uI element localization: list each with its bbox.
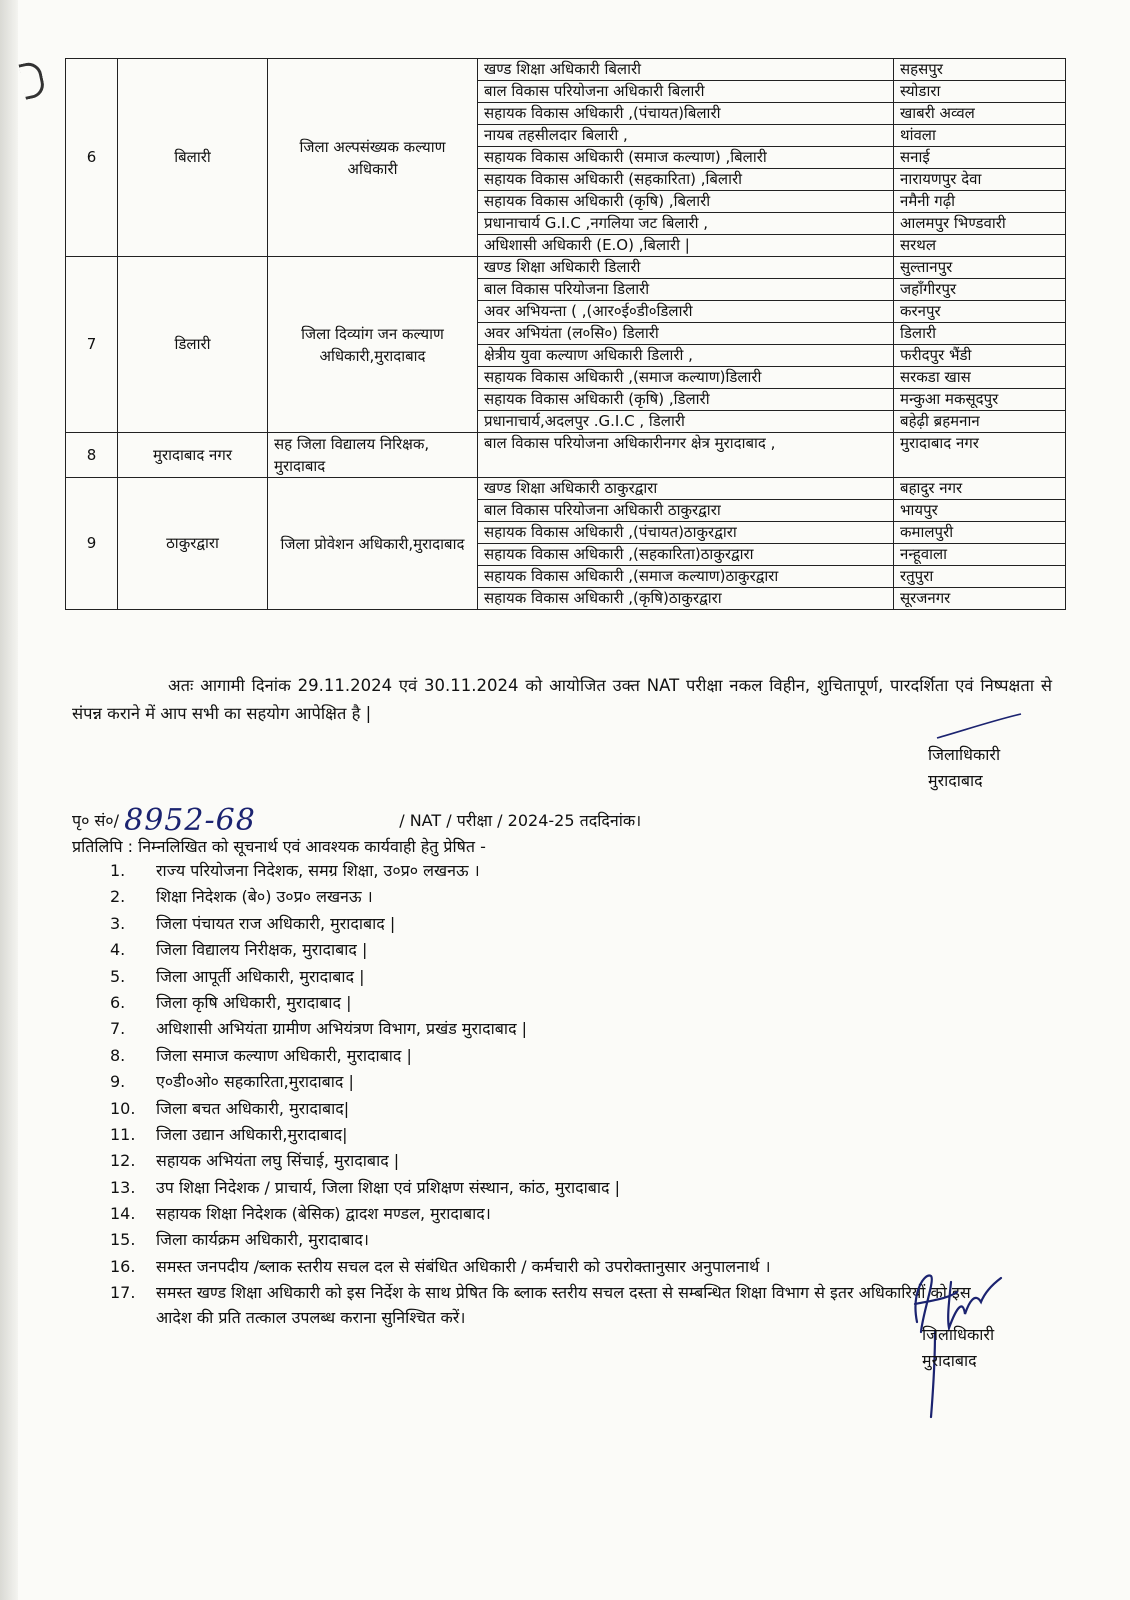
- list-item-text: जिला उद्यान अधिकारी,मुरादाबाद|: [156, 1124, 348, 1144]
- list-item: [110, 964, 990, 990]
- reference-prefix: पृ० सं०/: [72, 811, 120, 830]
- list-item: [110, 858, 990, 884]
- list-item-text: राज्य परियोजना निदेशक, समग्र शिक्षा, उ०प्र० लखनऊ ।: [156, 861, 480, 880]
- assigned-officer-cell: बाल विकास परियोजना डिलारी: [478, 279, 894, 301]
- block-name-cell: मुरादाबाद नगर: [118, 433, 268, 478]
- assigned-officer-cell: खण्ड शिक्षा अधिकारी ठाकुरद्वारा: [478, 478, 894, 500]
- area-cell: सनाई: [894, 147, 1066, 169]
- signatory-place: मुरादाबाद: [922, 1351, 977, 1370]
- area-cell: सुल्तानपुर: [894, 257, 1066, 279]
- signatory-place: मुरादाबाद: [928, 771, 983, 790]
- area-cell: सरथल: [894, 235, 1066, 257]
- table-row: [66, 257, 1066, 279]
- list-item: [110, 1254, 990, 1280]
- reference-line: [72, 803, 1072, 838]
- assigned-officer-cell: सहायक विकास अधिकारी (कृषि) ,डिलारी: [478, 389, 894, 411]
- assigned-officer-cell: सहायक विकास अधिकारी (कृषि) ,बिलारी: [478, 191, 894, 213]
- list-item-text: अधिशासी अभियंता ग्रामीण अभियंत्रण विभाग, प्रखंड मुरादाबाद |: [156, 1019, 528, 1039]
- assigned-officer-cell: खण्ड शिक्षा अधिकारी बिलारी: [478, 59, 894, 81]
- block-name-cell: ठाकुरद्वारा: [118, 478, 268, 610]
- list-item-number: 1.: [110, 861, 126, 880]
- assigned-officer-cell: सहायक विकास अधिकारी ,(समाज कल्याण)ठाकुरद्वारा: [478, 566, 894, 588]
- block-name-cell: बिलारी: [118, 59, 268, 257]
- assigned-officer-cell: बाल विकास परियोजना अधिकारी बिलारी: [478, 81, 894, 103]
- scan-page-edge: [0, 0, 18, 1600]
- list-item-text: जिला पंचायत राज अधिकारी, मुरादाबाद |: [156, 913, 396, 933]
- staple-clip-icon: [18, 60, 46, 100]
- list-item: [110, 1280, 990, 1330]
- area-cell: रतुपुरा: [894, 566, 1066, 588]
- list-item-text: ए०डी०ओ० सहकारिता,मुरादाबाद |: [156, 1072, 354, 1092]
- assigned-officer-cell: सहायक विकास अधिकारी (सहकारिता) ,बिलारी: [478, 169, 894, 191]
- signatory-title: जिलाधिकारी: [922, 1325, 995, 1344]
- district-officer-cell: जिला दिव्यांग जन कल्याण अधिकारी,मुरादाबाद: [268, 257, 478, 433]
- list-item: [110, 1096, 990, 1122]
- list-item: [110, 884, 990, 910]
- list-item-text: समस्त खण्ड शिक्षा अधिकारी को इस निर्देश के साथ प्रेषित कि ब्लाक स्तरीय सचल दस्ता से सम्बन्धित शिक्षा विभाग से इतर अधिकारियों को इस आदेश की प्रति तत्काल उपलब्ध कराना सुनिश्चित करें।: [156, 1283, 971, 1328]
- list-item-number: 10.: [110, 1098, 136, 1118]
- list-item: [110, 1043, 990, 1069]
- list-item-text: जिला समाज कल्याण अधिकारी, मुरादाबाद |: [156, 1045, 412, 1065]
- assigned-officer-cell: खण्ड शिक्षा अधिकारी डिलारी: [478, 257, 894, 279]
- list-item: [110, 990, 990, 1016]
- area-cell: सूरजनगर: [894, 588, 1066, 610]
- area-cell: करनपुर: [894, 301, 1066, 323]
- area-cell: भायपुर: [894, 500, 1066, 522]
- area-cell: आलमपुर भिण्डवारी: [894, 213, 1066, 235]
- signature-block-top: [928, 742, 1000, 794]
- assigned-officer-cell: सहायक विकास अधिकारी ,(कृषि)ठाकुरद्वारा: [478, 588, 894, 610]
- list-item-number: 5.: [110, 966, 126, 986]
- area-cell: कमालपुरी: [894, 522, 1066, 544]
- list-item-text: सहायक शिक्षा निदेशक (बेसिक) द्वादश मण्डल, मुरादाबाद।: [156, 1204, 491, 1224]
- assigned-officer-cell: बाल विकास परियोजना अधिकारीनगर क्षेत्र मुरादाबाद ,: [478, 433, 894, 478]
- list-item-text: जिला बचत अधिकारी, मुरादाबाद|: [156, 1098, 350, 1118]
- serial-number-cell: 8: [66, 433, 118, 478]
- area-cell: नन्हूवाला: [894, 544, 1066, 566]
- area-cell: डिलारी: [894, 323, 1066, 345]
- signature-stroke-icon: [935, 712, 1025, 742]
- list-item-text: शिक्षा निदेशक (बे०) उ०प्र० लखनऊ ।: [156, 887, 373, 907]
- reference-number-handwritten: 8952-68: [124, 803, 256, 838]
- area-cell: मन्कुआ मकसूदपुर: [894, 389, 1066, 411]
- district-officer-cell: सह जिला विद्यालय निरिक्षक, मुरादाबाद: [268, 433, 478, 478]
- assigned-officer-cell: सहायक विकास अधिकारी ,(पंचायत)बिलारी: [478, 103, 894, 125]
- notice-paragraph: अतः आगामी दिनांक 29.11.2024 एवं 30.11.2024 को आयोजित उक्त NAT परीक्षा नकल विहीन, शुचितापूर्ण, पारदर्शिता एवं निष्पक्षता से संपन्न कराने में आप सभी का सहयोग आपेक्षित है |: [72, 676, 1052, 723]
- list-item-number: 8.: [110, 1045, 126, 1065]
- assigned-officer-cell: प्रधानाचार्य G.I.C ,नगलिया जट बिलारी ,: [478, 213, 894, 235]
- block-name-cell: डिलारी: [118, 257, 268, 433]
- recipient-list: [110, 858, 990, 1330]
- assigned-officer-cell: सहायक विकास अधिकारी ,(सहकारिता)ठाकुरद्वारा: [478, 544, 894, 566]
- list-item-text: जिला विद्यालय निरीक्षक, मुरादाबाद |: [156, 940, 368, 960]
- list-item-number: 11.: [110, 1124, 136, 1144]
- area-cell: खाबरी अव्वल: [894, 103, 1066, 125]
- list-item: [110, 1122, 990, 1148]
- area-cell: मुरादाबाद नगर: [894, 433, 1066, 478]
- signatory-title: जिलाधिकारी: [928, 745, 1001, 764]
- assigned-officer-cell: नायब तहसीलदार बिलारी ,: [478, 125, 894, 147]
- area-cell: थांवला: [894, 125, 1066, 147]
- copy-to-heading: प्रतिलिपि : निम्नलिखित को सूचनार्थ एवं आवश्यक कार्यवाही हेतु प्रेषित -: [72, 837, 486, 856]
- list-item-number: 2.: [110, 887, 126, 907]
- list-item-number: 4.: [110, 940, 126, 960]
- list-item: [110, 911, 990, 937]
- list-item: [110, 1201, 990, 1227]
- table-row: [66, 478, 1066, 500]
- list-item-number: 7.: [110, 1019, 126, 1039]
- assigned-officer-cell: सहायक विकास अधिकारी (समाज कल्याण) ,बिलारी: [478, 147, 894, 169]
- area-cell: नारायणपुर देवा: [894, 169, 1066, 191]
- list-item-text: जिला आपूर्ती अधिकारी, मुरादाबाद |: [156, 966, 365, 986]
- list-item: [110, 1175, 990, 1201]
- area-cell: फरीदपुर भैंडी: [894, 345, 1066, 367]
- serial-number-cell: 6: [66, 59, 118, 257]
- list-item-number: 16.: [110, 1256, 136, 1276]
- list-item-number: 17.: [110, 1283, 136, 1303]
- assigned-officer-cell: क्षेत्रीय युवा कल्याण अधिकारी डिलारी ,: [478, 345, 894, 367]
- list-item-number: 12.: [110, 1151, 136, 1171]
- list-item-number: 6.: [110, 992, 126, 1012]
- list-item: [110, 1069, 990, 1095]
- list-item-text: जिला कृषि अधिकारी, मुरादाबाद |: [156, 992, 352, 1012]
- area-cell: बहेढ़ी ब्रहमनान: [894, 411, 1066, 433]
- list-item: [110, 1016, 990, 1042]
- list-item-number: 15.: [110, 1230, 136, 1250]
- list-item-number: 14.: [110, 1204, 136, 1224]
- assigned-officer-cell: अवर अभियन्ता ( ,(आर०ई०डी०डिलारी: [478, 301, 894, 323]
- list-item-text: समस्त जनपदीय /ब्लाक स्तरीय सचल दल से संबंधित अधिकारी / कर्मचारी को उपरोक्तानुसार अनुपालनार्थ ।: [156, 1256, 771, 1276]
- table-row: [66, 59, 1066, 81]
- list-item: [110, 1227, 990, 1253]
- assigned-officer-cell: सहायक विकास अधिकारी ,(समाज कल्याण)डिलारी: [478, 367, 894, 389]
- assigned-officer-cell: प्रधानाचार्य,अदलपुर .G.I.C , डिलारी: [478, 411, 894, 433]
- list-item: [110, 937, 990, 963]
- list-item-number: 3.: [110, 913, 126, 933]
- serial-number-cell: 9: [66, 478, 118, 610]
- area-cell: सहसपुर: [894, 59, 1066, 81]
- list-item-text: उप शिक्षा निदेशक / प्राचार्य, जिला शिक्षा एवं प्रशिक्षण संस्थान, कांठ, मुरादाबाद |: [156, 1177, 621, 1197]
- area-cell: सरकडा खास: [894, 367, 1066, 389]
- list-item-number: 13.: [110, 1177, 136, 1197]
- area-cell: बहादुर नगर: [894, 478, 1066, 500]
- assignment-table: [65, 58, 1066, 610]
- list-item-text: जिला कार्यक्रम अधिकारी, मुरादाबाद।: [156, 1230, 369, 1250]
- list-item: [110, 1148, 990, 1174]
- serial-number-cell: 7: [66, 257, 118, 433]
- assigned-officer-cell: सहायक विकास अधिकारी ,(पंचायत)ठाकुरद्वारा: [478, 522, 894, 544]
- district-officer-cell: जिला अल्पसंख्यक कल्याण अधिकारी: [268, 59, 478, 257]
- assigned-officer-cell: अवर अभियंता (ल०सि०) डिलारी: [478, 323, 894, 345]
- table-row: [66, 433, 1066, 478]
- list-item-text: सहायक अभियंता लघु सिंचाई, मुरादाबाद |: [156, 1151, 400, 1171]
- assigned-officer-cell: बाल विकास परियोजना अधिकारी ठाकुरद्वारा: [478, 500, 894, 522]
- assigned-officer-cell: अधिशासी अधिकारी (E.O) ,बिलारी |: [478, 235, 894, 257]
- area-cell: जहाँगीरपुर: [894, 279, 1066, 301]
- list-item-number: 9.: [110, 1072, 126, 1092]
- district-officer-cell: जिला प्रोवेशन अधिकारी,मुरादाबाद: [268, 478, 478, 610]
- reference-suffix: / NAT / परीक्षा / 2024-25 तददिनांक।: [399, 811, 642, 830]
- area-cell: स्योडारा: [894, 81, 1066, 103]
- area-cell: नमैनी गढ़ी: [894, 191, 1066, 213]
- signature-block-bottom: [922, 1322, 994, 1374]
